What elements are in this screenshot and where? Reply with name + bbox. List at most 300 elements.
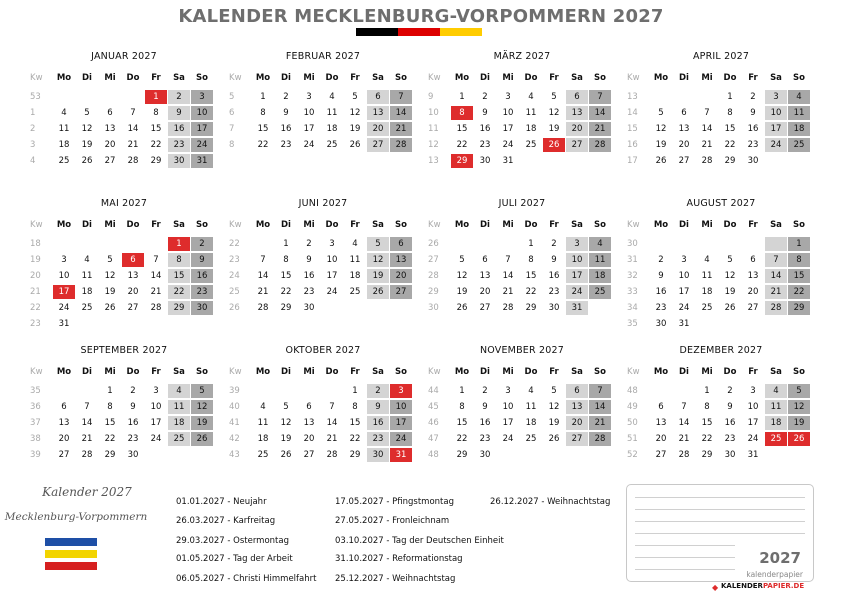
weekday-header: Sa: [372, 220, 384, 230]
day-cell: 1: [704, 386, 710, 396]
day-cell: 28: [150, 303, 162, 313]
day-cell: 28: [81, 450, 93, 460]
brand-text: KALENDER: [721, 582, 763, 590]
brand-logo: [721, 582, 804, 590]
day-cell: 24: [150, 434, 162, 444]
flag-stripe-black: [356, 28, 398, 36]
week-number: 35: [627, 319, 638, 329]
weekday-header: Mo: [454, 73, 470, 83]
day-cell: 26: [724, 303, 736, 313]
weekday-header: Fr: [151, 367, 161, 377]
day-cell: 25: [525, 434, 537, 444]
day-cell: 26: [191, 432, 213, 446]
day-cell: 21: [150, 287, 162, 297]
day-cell: 12: [655, 124, 667, 134]
holiday-day-cell: 31: [390, 448, 412, 462]
day-cell: 15: [150, 124, 162, 134]
day-cell: 2: [306, 239, 312, 249]
day-cell: 17: [502, 418, 514, 428]
day-cell: 7: [704, 108, 710, 118]
day-cell: 30: [479, 450, 491, 460]
day-cell: 19: [655, 140, 667, 150]
weekday-header: Mo: [56, 73, 72, 83]
week-number: 26: [229, 303, 240, 313]
day-cell: 27: [747, 303, 759, 313]
day-cell: 14: [589, 400, 611, 414]
day-cell: 27: [127, 303, 139, 313]
weekday-header: Kw: [30, 220, 43, 230]
weekday-header: So: [594, 220, 606, 230]
day-cell: 18: [326, 124, 338, 134]
day-cell: 4: [765, 384, 787, 398]
day-cell: 3: [681, 255, 687, 265]
day-cell: 19: [724, 287, 736, 297]
weekday-header: Kw: [627, 367, 640, 377]
day-cell: 3: [61, 255, 67, 265]
day-cell: 9: [191, 253, 213, 267]
holiday-day-cell: 8: [451, 106, 473, 120]
month-name: JULI 2027: [498, 198, 546, 209]
week-number: 48: [428, 450, 439, 460]
day-cell: 12: [548, 402, 560, 412]
day-cell: 7: [765, 253, 787, 267]
day-cell: 23: [303, 287, 315, 297]
day-cell: 8: [283, 255, 289, 265]
weekday-header: Sa: [173, 367, 185, 377]
day-cell: 13: [479, 271, 491, 281]
day-cell: 18: [525, 418, 537, 428]
day-cell: 9: [750, 108, 756, 118]
day-cell: 3: [765, 90, 787, 104]
weekday-header: Di: [82, 220, 92, 230]
day-cell: 2: [750, 92, 756, 102]
day-cell: 2: [367, 384, 389, 398]
weekday-header: Mo: [653, 73, 669, 83]
day-cell: 17: [747, 418, 759, 428]
weekday-header: Kw: [229, 367, 242, 377]
weekday-header: Fr: [549, 73, 559, 83]
day-cell: 13: [367, 106, 389, 120]
weekday-header: So: [594, 73, 606, 83]
week-number: 34: [627, 303, 638, 313]
day-cell: 23: [724, 434, 736, 444]
month-name: OKTOBER 2027: [285, 345, 361, 356]
day-cell: 15: [724, 124, 736, 134]
day-cell: 25: [168, 432, 190, 446]
day-cell: 27: [566, 432, 588, 446]
weekday-header: Mi: [303, 220, 315, 230]
day-cell: 23: [479, 140, 491, 150]
day-cell: 21: [589, 122, 611, 136]
day-cell: 2: [658, 255, 664, 265]
day-cell: 22: [168, 285, 190, 299]
day-cell: 22: [701, 434, 713, 444]
week-number: 53: [30, 92, 41, 102]
holiday-day-cell: 1: [145, 90, 167, 104]
day-cell: 28: [765, 301, 787, 315]
day-cell: 22: [349, 434, 361, 444]
day-cell: 21: [257, 287, 269, 297]
weekday-header: Mo: [255, 73, 271, 83]
week-number: 32: [627, 271, 638, 281]
day-cell: 9: [130, 402, 136, 412]
day-cell: 30: [655, 319, 667, 329]
day-cell: 28: [257, 303, 269, 313]
day-cell: 3: [306, 92, 312, 102]
germany-flag: [356, 28, 482, 36]
day-cell: 14: [257, 271, 269, 281]
month-name: MÄRZ 2027: [493, 51, 551, 62]
day-cell: 6: [482, 255, 488, 265]
day-cell: 21: [502, 287, 514, 297]
day-cell: 10: [390, 400, 412, 414]
day-cell: 5: [352, 92, 358, 102]
day-cell: 24: [58, 303, 70, 313]
day-cell: 23: [655, 303, 667, 313]
day-cell: 10: [326, 255, 338, 265]
day-cell: 16: [548, 271, 560, 281]
day-cell: 10: [58, 271, 70, 281]
day-cell: 8: [788, 253, 810, 267]
week-number: 30: [428, 303, 439, 313]
day-cell: 16: [724, 418, 736, 428]
day-cell: 26: [349, 140, 361, 150]
weekday-header: Do: [325, 367, 339, 377]
page-title: KALENDER MECKLENBURG-VORPOMMERN 2027: [178, 6, 664, 27]
day-cell: 4: [528, 386, 534, 396]
day-cell: 15: [788, 269, 810, 283]
day-cell: 11: [788, 106, 810, 120]
day-cell: 21: [765, 285, 787, 299]
day-cell: 4: [168, 384, 190, 398]
day-cell: 23: [479, 434, 491, 444]
day-cell: 18: [701, 287, 713, 297]
week-number: 47: [428, 434, 439, 444]
day-cell: 6: [681, 108, 687, 118]
day-cell: 6: [61, 402, 67, 412]
weekday-header: Sa: [571, 73, 583, 83]
month-name: FEBRUAR 2027: [285, 51, 361, 62]
notes-box: [626, 484, 814, 582]
weekday-header: Di: [82, 73, 92, 83]
month-name: JUNI 2027: [298, 198, 348, 209]
day-cell: 6: [566, 90, 588, 104]
day-cell: 30: [724, 450, 736, 460]
day-cell: 11: [326, 108, 338, 118]
day-cell: 25: [349, 287, 361, 297]
day-cell: 12: [349, 108, 361, 118]
week-number: 5: [229, 92, 235, 102]
weekday-header: So: [395, 73, 407, 83]
day-cell: 15: [168, 269, 190, 283]
day-cell: 30: [168, 154, 190, 168]
day-cell: 27: [655, 450, 667, 460]
day-cell: 20: [104, 140, 116, 150]
holiday-day-cell: 6: [122, 253, 144, 267]
state-subtitle: Mecklenburg-Vorpommern: [4, 511, 148, 523]
day-cell: 21: [589, 416, 611, 430]
week-number: 12: [428, 140, 439, 150]
day-cell: 22: [280, 287, 292, 297]
day-cell: 15: [456, 418, 468, 428]
day-cell: 4: [329, 92, 335, 102]
day-cell: 11: [765, 400, 787, 414]
weekday-header: So: [196, 220, 208, 230]
day-cell: 10: [502, 402, 514, 412]
day-cell: 30: [191, 301, 213, 315]
day-cell: 18: [589, 269, 611, 283]
weekday-header: Sa: [372, 367, 384, 377]
day-cell: 29: [150, 156, 162, 166]
month-name: SEPTEMBER 2027: [80, 345, 168, 356]
day-cell: 7: [260, 255, 266, 265]
month-name: NOVEMBER 2027: [479, 345, 565, 356]
day-cell: 12: [104, 271, 116, 281]
weekday-header: Mi: [104, 367, 116, 377]
note-line: [635, 533, 805, 534]
day-cell: 11: [589, 253, 611, 267]
day-cell: 26: [548, 434, 560, 444]
weekday-header: Do: [723, 367, 737, 377]
day-cell: 15: [104, 418, 116, 428]
day-cell: 20: [566, 416, 588, 430]
day-cell: 20: [58, 434, 70, 444]
day-cell: 21: [390, 122, 412, 136]
day-cell: 2: [551, 239, 557, 249]
day-cell: 15: [456, 124, 468, 134]
day-cell: 16: [367, 416, 389, 430]
weekday-header: Kw: [428, 220, 441, 230]
weekday-header: Mi: [701, 220, 713, 230]
day-cell: 29: [525, 303, 537, 313]
week-number: 10: [428, 108, 439, 118]
notes-subtext: kalenderpapier: [746, 570, 803, 579]
day-cell: 16: [280, 124, 292, 134]
holiday-item: 01.01.2027 - Neujahr: [176, 497, 267, 507]
mv-state-flag: [45, 538, 97, 570]
day-cell: 13: [303, 418, 315, 428]
weekday-header: So: [793, 73, 805, 83]
day-cell: 13: [566, 106, 588, 120]
week-number: 35: [30, 386, 41, 396]
day-cell: 20: [367, 122, 389, 136]
holiday-day-cell: 1: [168, 237, 190, 251]
day-cell: 12: [367, 253, 389, 267]
weekday-header: Mi: [104, 220, 116, 230]
day-cell: 24: [390, 432, 412, 446]
day-cell: 19: [456, 287, 468, 297]
weekday-header: Sa: [571, 220, 583, 230]
day-cell: 22: [456, 434, 468, 444]
day-cell: 1: [459, 386, 465, 396]
week-number: 14: [627, 108, 638, 118]
day-cell: 13: [678, 124, 690, 134]
weekday-header: Do: [723, 73, 737, 83]
day-cell: 29: [724, 156, 736, 166]
day-cell: 16: [127, 418, 139, 428]
day-cell: 23: [747, 140, 759, 150]
holiday-day-cell: 25: [765, 432, 787, 446]
day-cell: 1: [727, 92, 733, 102]
day-cell: 10: [303, 108, 315, 118]
day-cell: 11: [58, 124, 70, 134]
week-number: 50: [627, 418, 638, 428]
day-cell: 10: [150, 402, 162, 412]
day-cell: 15: [525, 271, 537, 281]
day-cell: 8: [352, 402, 358, 412]
weekday-header: Do: [325, 73, 339, 83]
day-cell: 12: [724, 271, 736, 281]
day-cell: 20: [747, 287, 759, 297]
weekday-header: Fr: [748, 220, 758, 230]
week-number: 20: [30, 271, 41, 281]
day-cell: 17: [390, 416, 412, 430]
weekday-header: Di: [679, 220, 689, 230]
week-number: 7: [229, 124, 235, 134]
note-line: [635, 545, 735, 546]
weekday-header: Fr: [350, 220, 360, 230]
day-cell: 20: [479, 287, 491, 297]
weekday-header: Sa: [770, 220, 782, 230]
week-number: 4: [30, 156, 36, 166]
day-cell: 9: [658, 271, 664, 281]
day-cell: 4: [352, 239, 358, 249]
day-cell: 22: [104, 434, 116, 444]
week-number: 30: [627, 239, 638, 249]
day-cell: 29: [456, 450, 468, 460]
week-number: 16: [627, 140, 638, 150]
weekday-header: Do: [126, 73, 140, 83]
weekday-header: Sa: [173, 73, 185, 83]
day-cell: 14: [765, 269, 787, 283]
day-cell: 7: [153, 255, 159, 265]
day-cell: 11: [168, 400, 190, 414]
weekday-header: So: [196, 367, 208, 377]
weekday-header: Kw: [627, 73, 640, 83]
week-number: 39: [229, 386, 240, 396]
weekday-header: Mi: [701, 73, 713, 83]
week-number: 45: [428, 402, 439, 412]
weekday-header: Kw: [428, 73, 441, 83]
day-cell: 30: [479, 156, 491, 166]
day-cell: 8: [459, 402, 465, 412]
day-cell: 19: [280, 434, 292, 444]
weekday-header: Do: [126, 367, 140, 377]
day-cell: 1: [459, 92, 465, 102]
day-cell: 5: [107, 255, 113, 265]
day-cell: 27: [678, 156, 690, 166]
day-cell: 31: [58, 319, 70, 329]
day-cell: 25: [326, 140, 338, 150]
day-cell: 24: [747, 434, 759, 444]
week-number: 31: [627, 255, 638, 265]
day-cell: 18: [58, 140, 70, 150]
note-line: [635, 497, 805, 498]
day-cell: 23: [127, 434, 139, 444]
day-cell: 22: [525, 287, 537, 297]
weekday-header: Mi: [502, 367, 514, 377]
week-number: 33: [627, 287, 638, 297]
week-number: 46: [428, 418, 439, 428]
day-cell: 20: [303, 434, 315, 444]
weekday-header: Sa: [770, 367, 782, 377]
day-cell: 16: [747, 124, 759, 134]
day-cell: 26: [280, 450, 292, 460]
holiday-item: 17.05.2027 - Pfingstmontag: [335, 497, 454, 507]
weekday-header: Fr: [748, 367, 758, 377]
day-cell: 28: [589, 432, 611, 446]
day-cell: 24: [303, 140, 315, 150]
day-cell: 4: [589, 237, 611, 251]
day-cell: 21: [701, 140, 713, 150]
day-cell: 23: [280, 140, 292, 150]
day-cell: 7: [681, 402, 687, 412]
day-cell: 12: [280, 418, 292, 428]
day-cell: 11: [81, 271, 93, 281]
day-cell: 17: [326, 271, 338, 281]
day-cell: 27: [479, 303, 491, 313]
day-cell: 26: [655, 156, 667, 166]
day-cell: 13: [390, 253, 412, 267]
day-cell: 21: [127, 140, 139, 150]
weekday-header: Fr: [748, 73, 758, 83]
day-cell: 30: [548, 303, 560, 313]
day-cell: 28: [127, 156, 139, 166]
day-cell: 14: [81, 418, 93, 428]
day-cell: 18: [257, 434, 269, 444]
day-cell: 28: [326, 450, 338, 460]
day-cell: 17: [303, 124, 315, 134]
weekday-header: Fr: [549, 367, 559, 377]
day-cell: 17: [765, 122, 787, 136]
month-name: APRIL 2027: [692, 51, 750, 62]
day-cell: 29: [349, 450, 361, 460]
day-cell: 2: [482, 386, 488, 396]
note-line: [635, 521, 805, 522]
day-cell: 7: [84, 402, 90, 412]
calendar-subtitle: Kalender 2027: [42, 485, 132, 499]
day-cell: 14: [127, 124, 139, 134]
day-cell: 2: [482, 92, 488, 102]
week-number: 21: [30, 287, 41, 297]
weekday-header: Mi: [701, 367, 713, 377]
week-number: 43: [229, 450, 240, 460]
weekday-header: So: [793, 367, 805, 377]
day-cell: 5: [84, 108, 90, 118]
day-cell: 1: [260, 92, 266, 102]
weekday-header: Fr: [350, 367, 360, 377]
day-cell: 16: [303, 271, 315, 281]
day-cell: 21: [326, 434, 338, 444]
week-number: 42: [229, 434, 240, 444]
day-cell: 23: [367, 432, 389, 446]
day-cell: 16: [479, 418, 491, 428]
day-cell: 19: [548, 124, 560, 134]
day-cell: 9: [367, 400, 389, 414]
day-cell: 30: [127, 450, 139, 460]
week-number: 38: [30, 434, 41, 444]
month-name: DEZEMBER 2027: [679, 345, 763, 356]
weekday-header: Mo: [454, 367, 470, 377]
week-number: 23: [229, 255, 240, 265]
day-cell: 7: [589, 384, 611, 398]
day-cell: 23: [168, 138, 190, 152]
weekday-header: Kw: [428, 367, 441, 377]
day-cell: 26: [104, 303, 116, 313]
day-cell: 21: [678, 434, 690, 444]
day-cell: 3: [505, 386, 511, 396]
note-line: [635, 569, 735, 570]
